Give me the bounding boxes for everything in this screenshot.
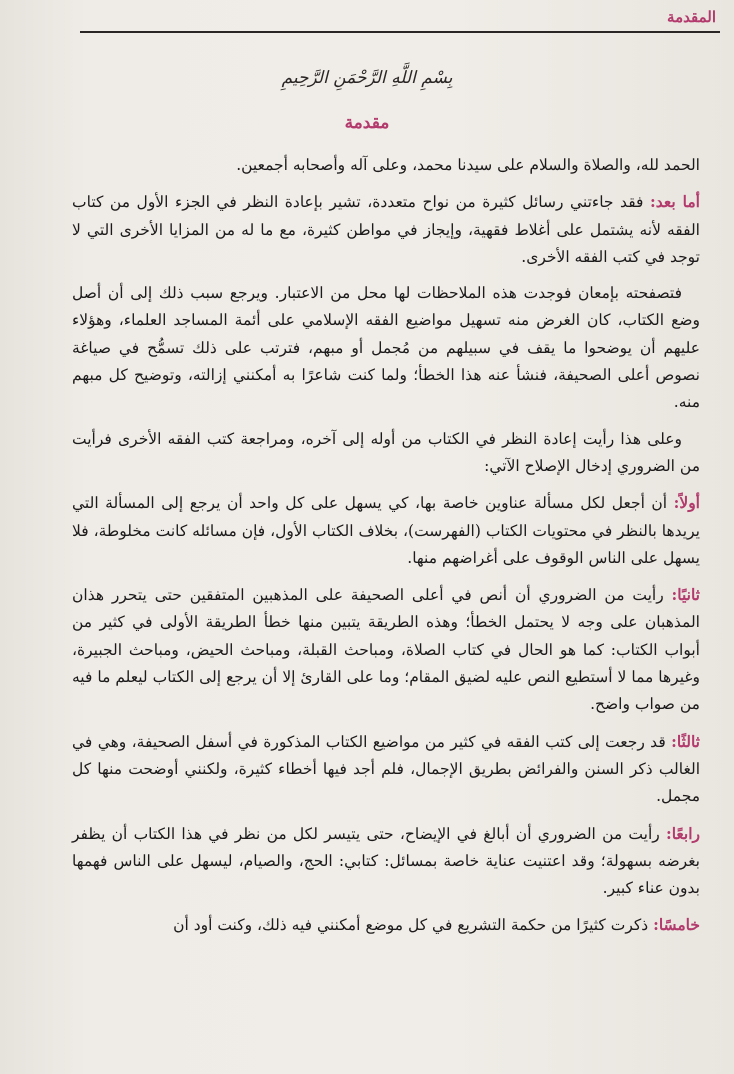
paragraph — [72, 911, 700, 939]
paragraph — [72, 188, 700, 271]
paragraph — [72, 728, 700, 811]
paragraph-lead: أولاً: — [673, 493, 700, 513]
paragraph-lead: ثالثًا: — [671, 731, 700, 751]
paragraph-text: رأيت من الضروري أن أبالغ في الإيضاح، حتى يتيسر لكل من نظر في هذا الكتاب أن يظفر بغرضه بسهولة؛ وقد اعتنيت عناية خاصة بمسائل: كتابي: الحج، والصيام، ليسهل على الناس فهمها بدون عناء كبير. — [72, 824, 700, 898]
paragraph — [72, 820, 700, 903]
paragraph-lead: رابعًا: — [665, 823, 700, 843]
paragraph-text: رأيت من الضروري أن أنص في أعلى الصحيفة على المذهبين المتفقين حتى يتحرر هذان المذهبان على وجه لا يحتمل الخطأ؛ وهذه الطريقة يتبين منها خطأ الطريقة الأولى في كثير من أبواب الكتاب: كما هو الحال في كتاب الصلاة، ومباحث القبلة، ومباحث الحيض، ومباحث الجبيرة، وغيرها مما لا أستطيع النص عليه لضيق المقام؛ وما على القارئ إلا أن يرجع إلى الكتاب ليعلم ما فيه من صواب واضح. — [72, 586, 700, 714]
paragraph-lead: ثانيًا: — [671, 585, 700, 605]
header-rule — [80, 31, 720, 33]
paragraph — [72, 489, 700, 572]
paragraph-text: وعلى هذا رأيت إعادة النظر في الكتاب من أوله إلى آخره، ومراجعة كتب الفقه الأخرى فرأيت من الضروري إدخال الإصلاح الآتي: — [72, 429, 700, 475]
paragraph-text: فقد جاءتني رسائل كثيرة من نواح متعددة، تشير بإعادة النظر في الجزء الأول من كتاب الفقه لأنه يشتمل على أغلاط فقهية، وإيجاز في مواطن كثيرة، مع ما له من المزايا الأخرى التي لا توجد في كتب الفقه الأخرى. — [72, 193, 700, 266]
running-title: المقدمة — [667, 8, 716, 26]
paragraph-text: قد رجعت إلى كتب الفقه في كثير من مواضيع الكتاب المذكورة في أسفل الصحيفة، وهي في الغالب ذكر السنن والفرائض بطريق الإجمال، فلم أجد فيها أخطاء كثيرة، ولكنني أوضحت منها كل مجمل. — [72, 732, 700, 806]
paragraph-lead: خامسًا: — [653, 915, 700, 935]
paragraph — [72, 152, 700, 179]
paragraph-lead: أما بعد: — [650, 192, 700, 212]
section-title: مقدمة — [344, 113, 390, 133]
paragraph-text: الحمد لله، والصلاة والسلام على سيدنا محمد، وعلى آله وأصحابه أجمعين. — [236, 156, 700, 174]
paragraph — [72, 426, 700, 481]
body-text — [72, 152, 700, 949]
paragraph — [72, 581, 700, 718]
basmala: بِسْمِ اللَّهِ الرَّحْمَنِ الرَّحِيمِ — [281, 68, 453, 88]
paragraph-text: فتصفحته بإمعان فوجدت هذه الملاحظات لها محل من الاعتبار. ويرجع سبب ذلك إلى أن أصل وضع الكتاب، كان الغرض منه تسهيل مواضيع الفقه الإسلامي على أئمة المساجد العلماء، وهؤلاء عليهم أن يوضحوا ما يقف في سبيلهم من مُجمل أو مبهم، فترتب على ذلك تسمُّح في صياغة نصوص أعلى الصحيفة، فنشأ عنه هذا الخطأ؛ ولما كنت شاعرًا به أمكنني إزالته، وتوضيح كل مبهم منه. — [72, 284, 700, 412]
paragraph-text: ذكرت كثيرًا من حكمة التشريع في كل موضع أمكنني فيه ذلك، وكنت أود أن — [173, 916, 654, 935]
paragraph-text: أن أجعل لكل مسألة عناوين خاصة بها، كي يسهل على كل واحد أن يرجع إلى المسألة التي يريدها بالنظر في محتويات الكتاب (الفهرست)، بخلاف الكتاب الأول، فإن مسائله كانت مخلوطة، فلا يسهل على الناس الوقوف على أغراضهم منها. — [72, 494, 700, 567]
paragraph — [72, 280, 700, 416]
